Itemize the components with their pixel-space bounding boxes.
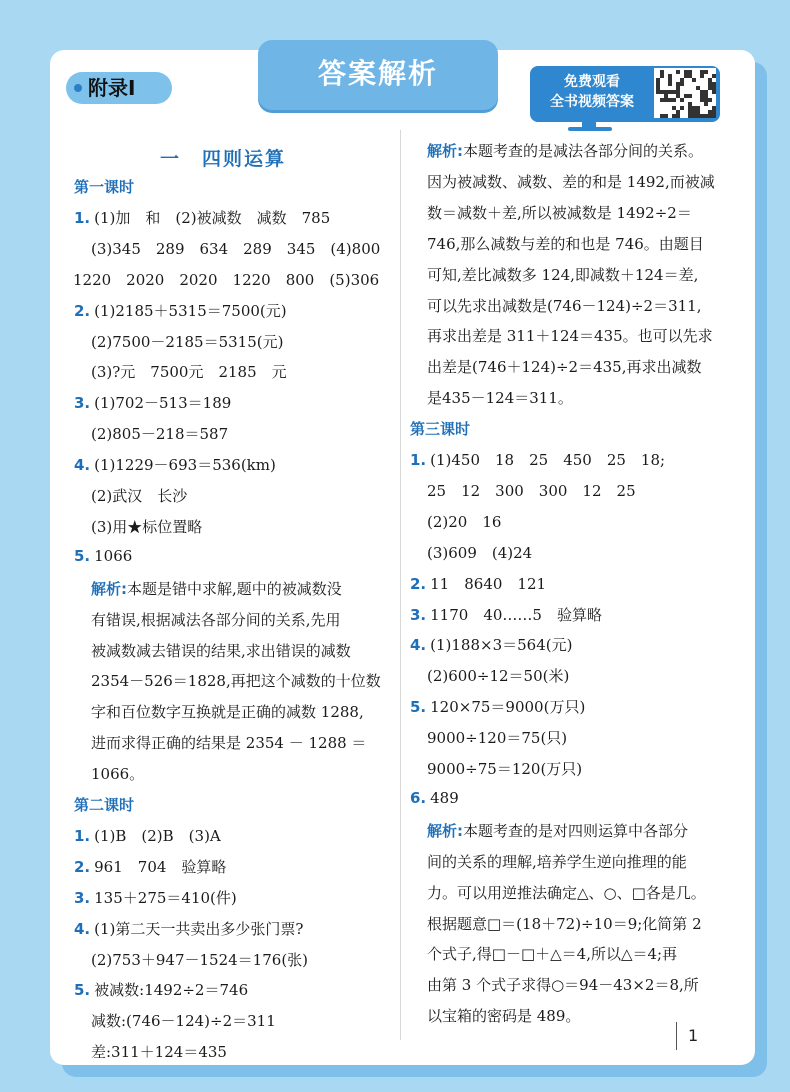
analysis-label: 解析: — [91, 579, 127, 598]
answer-line — [427, 264, 698, 285]
lesson-heading — [74, 794, 134, 815]
line-text: (2)753＋947－1524＝176(张) — [91, 950, 309, 969]
question-number: 4. — [74, 456, 91, 475]
question-number: 3. — [74, 394, 91, 413]
answer-line — [427, 727, 567, 748]
question-number: 5. — [74, 981, 91, 1000]
answer-item — [74, 856, 226, 877]
question-number: 6. — [410, 788, 427, 807]
answer-line — [91, 701, 364, 722]
answer-item — [74, 547, 132, 565]
answer-text: (1)702－513＝189 — [94, 394, 232, 413]
answer-line — [427, 480, 636, 501]
lesson-heading — [410, 418, 470, 439]
page-title: 答案解析 — [317, 57, 438, 90]
question-number: 2. — [410, 574, 427, 593]
line-text: 差:311＋124＝435 — [91, 1043, 227, 1062]
answer-line — [91, 1010, 276, 1031]
line-text: 进而求得正确的结果是 2354 － 1288 ＝ — [91, 734, 367, 753]
question-number: 5. — [410, 698, 427, 717]
answer-text: 120×75＝9000(万只) — [430, 698, 586, 717]
line-text: (2)武汉 长沙 — [91, 487, 188, 505]
line-text: (2)805－218＝587 — [91, 425, 229, 444]
monitor-base-icon — [568, 127, 612, 131]
answer-item — [74, 300, 287, 321]
line-text: 是435－124＝311。 — [427, 389, 573, 408]
answer-line — [427, 665, 569, 686]
answer-line — [91, 238, 380, 259]
answer-item — [410, 573, 546, 594]
analysis-line — [91, 578, 342, 599]
line-text: 1220 2020 2020 1220 800 (5)306 — [73, 270, 380, 289]
answer-line — [91, 732, 366, 753]
question-number: 4. — [74, 919, 91, 938]
answer-item — [74, 979, 248, 1000]
line-text: (2)7500－2185＝5315(元) — [91, 332, 284, 351]
line-text: 出差是(746＋124)÷2＝435,再求出减数 — [427, 358, 702, 377]
analysis-line — [427, 820, 688, 841]
line-text: 减数:(746－124)÷2＝311 — [91, 1012, 276, 1031]
answer-line — [427, 295, 701, 316]
line-text: 字和百位数字互换就是正确的减数 1288, — [91, 703, 364, 722]
analysis-label: 解析: — [427, 821, 463, 840]
line-text: (3)609 (4)24 — [427, 543, 533, 562]
lesson-heading — [74, 176, 134, 197]
question-number: 3. — [410, 605, 427, 624]
line-text: 2354－526＝1828,再把这个减数的十位数 — [91, 672, 381, 691]
answer-text: 1170 40……5 验算略 — [430, 605, 602, 624]
answer-line — [427, 882, 706, 903]
answer-line — [427, 233, 704, 254]
answer-line — [427, 356, 701, 377]
page-number-divider — [676, 1022, 677, 1050]
line-text: 根据题意□＝(18＋72)÷10＝9;化简第 2 — [427, 914, 702, 933]
line-text: (2)600÷12＝50(米) — [427, 667, 570, 686]
answer-item — [74, 825, 221, 846]
answer-item — [74, 454, 276, 475]
answer-line — [91, 670, 381, 691]
answer-line — [91, 516, 202, 537]
answer-line — [91, 949, 308, 970]
answer-line — [427, 851, 687, 872]
line-text: 1066。 — [91, 765, 145, 784]
analysis-line — [427, 140, 703, 161]
lesson-title: 第一课时 — [74, 178, 135, 196]
answer-text: 被减数:1492÷2＝746 — [94, 981, 249, 1000]
answer-line — [91, 485, 187, 506]
answer-text: (1)B (2)B (3)A — [94, 826, 221, 845]
video-answer-line2: 全书视频答案 — [550, 94, 634, 110]
line-text: (3)?元 7500元 2185 元 — [91, 363, 287, 382]
line-text: 再求出差是 311＋124＝435。也可以先求 — [427, 327, 713, 346]
line-text: (3)用★标位置略 — [91, 517, 203, 536]
answer-line — [427, 325, 713, 346]
line-text: 可以先求出减数是(746－124)÷2＝311, — [427, 296, 702, 315]
analysis-label: 解析: — [427, 142, 463, 160]
answer-item — [74, 392, 231, 413]
line-text: 可知,差比减数多 124,即减数＋124＝差, — [427, 265, 699, 284]
answer-line — [427, 974, 699, 995]
answer-line — [427, 542, 532, 563]
line-text: 以宝箱的密码是 489。 — [427, 1007, 581, 1026]
lesson-title: 第三课时 — [410, 420, 471, 439]
line-text: 因为被减数、减数、差的和是 1492,而被减 — [427, 172, 715, 191]
line-text: 数＝减数＋差,所以被减数是 1492÷2＝ — [427, 203, 692, 222]
answer-item — [74, 887, 237, 908]
answer-line — [427, 943, 677, 964]
answer-text: (1)188×3＝564(元) — [430, 636, 573, 655]
answer-text: (1)450 18 25 450 25 18; — [430, 451, 666, 469]
answer-line — [427, 913, 702, 934]
line-text: 个式子,得□－□＋△＝4,所以△＝4;再 — [427, 945, 678, 964]
line-text: 9000÷120＝75(只) — [427, 729, 568, 748]
answer-item — [410, 449, 665, 470]
answer-line — [427, 1005, 580, 1026]
question-number: 2. — [74, 301, 91, 320]
question-number: 1. — [410, 451, 427, 469]
column-divider — [400, 130, 401, 1040]
answer-item — [410, 789, 459, 807]
answer-item — [410, 696, 585, 717]
line-text: 9000÷75＝120(万只) — [427, 760, 583, 778]
question-number: 4. — [410, 636, 427, 655]
answer-line — [91, 331, 283, 352]
bullet-icon — [74, 84, 82, 92]
answer-line — [427, 511, 501, 532]
analysis-text: 本题是错中求解,题中的被减数没 — [127, 579, 342, 598]
line-text: 力。可以用逆推法确定△、○、□各是几。 — [427, 883, 706, 902]
page-number: 1 — [688, 1026, 699, 1045]
line-text: (2)20 16 — [427, 512, 502, 531]
qr-code-icon[interactable] — [654, 68, 716, 118]
answer-line — [91, 640, 351, 661]
video-answer-text — [536, 72, 648, 112]
question-number: 1. — [74, 208, 91, 227]
answer-line — [427, 387, 573, 408]
video-answer-line1: 免费观看 — [564, 74, 620, 90]
answer-item — [74, 207, 330, 228]
answer-text: (1)1229－693＝536(km) — [94, 456, 276, 475]
answer-item — [74, 918, 303, 939]
answer-line — [427, 202, 692, 223]
answer-line — [91, 361, 287, 382]
answer-line — [91, 1041, 227, 1062]
question-number: 1. — [74, 826, 91, 845]
line-text: 有错误,根据减法各部分间的关系,先用 — [91, 610, 341, 629]
answer-text: (1)第二天一共卖出多少张门票? — [94, 919, 304, 938]
answer-text: (1)加 和 (2)被减数 减数 785 — [94, 208, 331, 227]
answer-text: (1)2185＋5315＝7500(元) — [94, 301, 287, 320]
appendix-label: 附录Ⅰ — [88, 76, 136, 100]
question-number: 5. — [74, 546, 91, 565]
line-text: 25 12 300 300 12 25 — [427, 481, 636, 500]
line-text: 由第 3 个式子求得○＝94－43×2＝8,所 — [427, 976, 699, 995]
analysis-text: 本题考查的是对四则运算中各部分 — [463, 821, 689, 840]
answer-line — [73, 269, 379, 290]
answer-line — [91, 609, 341, 630]
line-text: 746,那么减数与差的和也是 746。由题目 — [427, 234, 704, 253]
answer-item — [410, 604, 602, 625]
answer-text: 961 704 验算略 — [94, 857, 227, 876]
answer-text: 489 — [430, 788, 459, 807]
answer-line — [427, 758, 582, 779]
section-title: 一 四则运算 — [160, 148, 287, 170]
answer-line — [91, 763, 144, 784]
line-text: (3)345 289 634 289 345 (4)800 — [91, 239, 381, 258]
answer-item — [410, 634, 572, 655]
answer-line — [427, 171, 715, 192]
answer-text: 11 8640 121 — [430, 574, 547, 593]
analysis-text: 本题考查的是减法各部分间的关系。 — [463, 142, 704, 160]
answer-line — [91, 423, 228, 444]
question-number: 2. — [74, 857, 91, 876]
lesson-title: 第二课时 — [74, 796, 135, 814]
answer-text: 1066 — [94, 546, 133, 565]
answer-text: 135＋275＝410(件) — [94, 888, 237, 907]
line-text: 被减数减去错误的结果,求出错误的减数 — [91, 641, 351, 660]
appendix-badge — [66, 72, 172, 104]
question-number: 3. — [74, 888, 91, 907]
line-text: 间的关系的理解,培养学生逆向推理的能 — [427, 852, 687, 871]
